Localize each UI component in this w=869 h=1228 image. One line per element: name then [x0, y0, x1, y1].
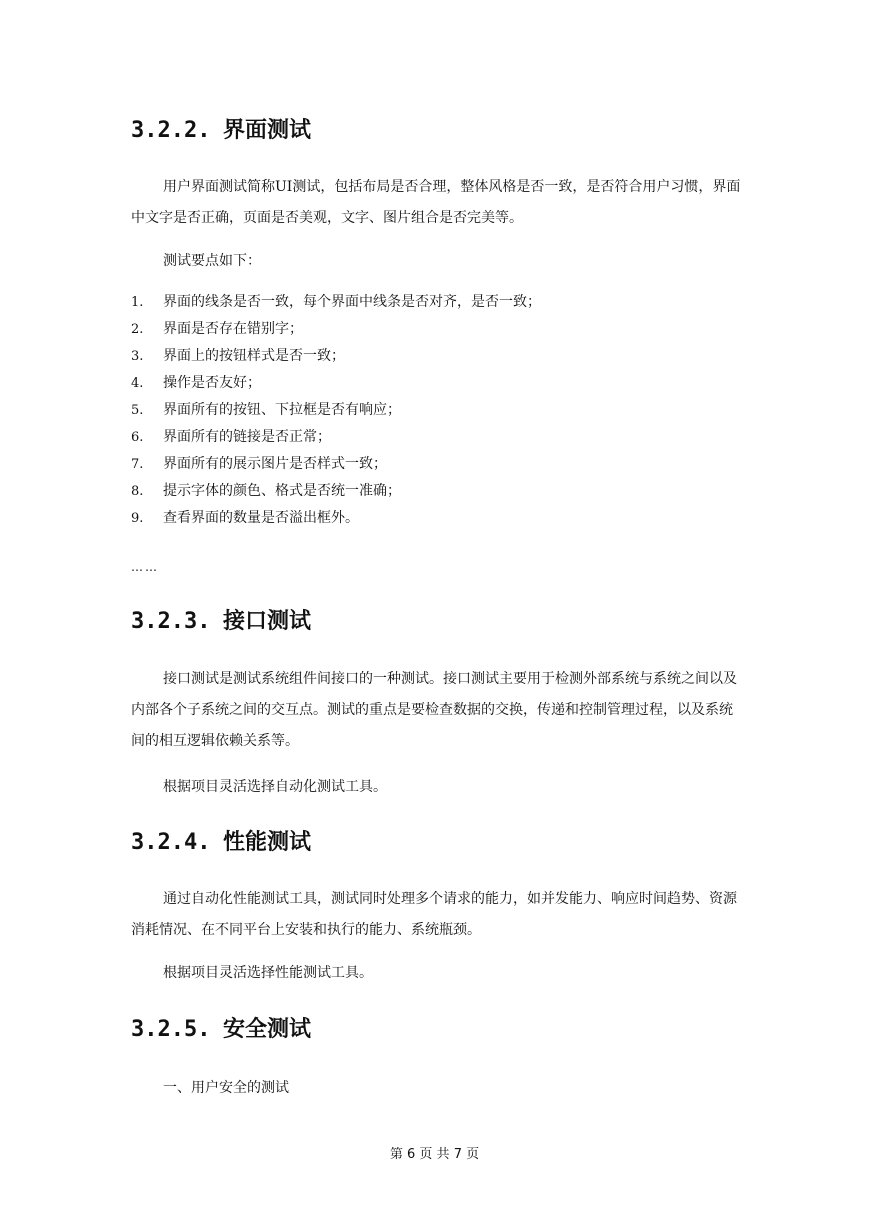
list-item [131, 424, 541, 451]
paragraph: 接口测试是测试系统组件间接口的一种测试。接口测试主要用于检测外部系统与系统之间以及内部各个子系统之间的交互点。测试的重点是要检查数据的交换，传递和控制管理过程，以及系统间的相互逻辑依赖关系等。 [131, 671, 737, 749]
list-item-text: 界面所有的链接是否正常； [163, 429, 331, 445]
list-item [131, 343, 541, 370]
test-points-list [131, 289, 541, 532]
list-item [131, 316, 541, 343]
section-number: 3.2.5. [131, 1017, 211, 1042]
list-item-text: 操作是否友好； [163, 375, 261, 391]
list-item-text: 查看界面的数量是否溢出框外。 [163, 510, 359, 526]
list-item-number: 7. [131, 457, 144, 472]
page-footer: 第 6 页 共 7 页 [389, 1147, 480, 1162]
list-item [131, 478, 541, 505]
section-title: 界面测试 [223, 118, 312, 143]
list-item [131, 370, 541, 397]
section-title: 接口测试 [223, 609, 312, 634]
section-title: 性能测试 [223, 830, 312, 855]
list-item-number: 3. [131, 349, 144, 364]
list-item-number: 1. [131, 295, 144, 310]
list-item-number: 2. [131, 322, 144, 337]
paragraph: 一、用户安全的测试 [163, 1080, 289, 1096]
heading-3-2-3 [131, 608, 311, 635]
paragraph: 根据项目灵活选择自动化测试工具。 [163, 779, 387, 795]
list-item-number: 4. [131, 376, 144, 391]
list-item-number: 6. [131, 430, 144, 445]
list-item-text: 界面所有的按钮、下拉框是否有响应； [163, 402, 401, 418]
section-number: 3.2.2. [131, 118, 211, 143]
section-number: 3.2.4. [131, 830, 211, 855]
paragraph: 根据项目灵活选择性能测试工具。 [163, 965, 373, 981]
section-title: 安全测试 [223, 1017, 312, 1042]
list-item-text: 界面上的按钮样式是否一致； [163, 348, 345, 364]
paragraph: 测试要点如下： [163, 253, 261, 269]
list-item [131, 397, 541, 424]
list-item-number: 8. [131, 484, 144, 499]
list-item-text: 界面所有的展示图片是否样式一致； [163, 456, 387, 472]
list-item-text: 界面是否存在错别字； [163, 321, 303, 337]
list-item [131, 505, 541, 532]
list-item-number: 5. [131, 403, 144, 418]
list-item [131, 451, 541, 478]
paragraph: 用户界面测试简称UI测试，包括布局是否合理，整体风格是否一致，是否符合用户习惯，界面中文字是否正确，页面是否美观，文字、图片组合是否完美等。 [131, 179, 741, 226]
list-item-text: 界面的线条是否一致，每个界面中线条是否对齐，是否一致； [163, 294, 541, 310]
heading-3-2-4 [131, 829, 311, 856]
heading-3-2-5 [131, 1016, 311, 1043]
ellipsis: …… [131, 560, 159, 574]
section-number: 3.2.3. [131, 609, 211, 634]
list-item [131, 289, 541, 316]
list-item-text: 提示字体的颜色、格式是否统一准确； [163, 483, 401, 499]
list-item-number: 9. [131, 511, 144, 526]
heading-3-2-2 [131, 117, 311, 144]
paragraph: 通过自动化性能测试工具，测试同时处理多个请求的能力，如并发能力、响应时间趋势、资源消耗情况、在不同平台上安装和执行的能力、系统瓶颈。 [131, 891, 737, 938]
